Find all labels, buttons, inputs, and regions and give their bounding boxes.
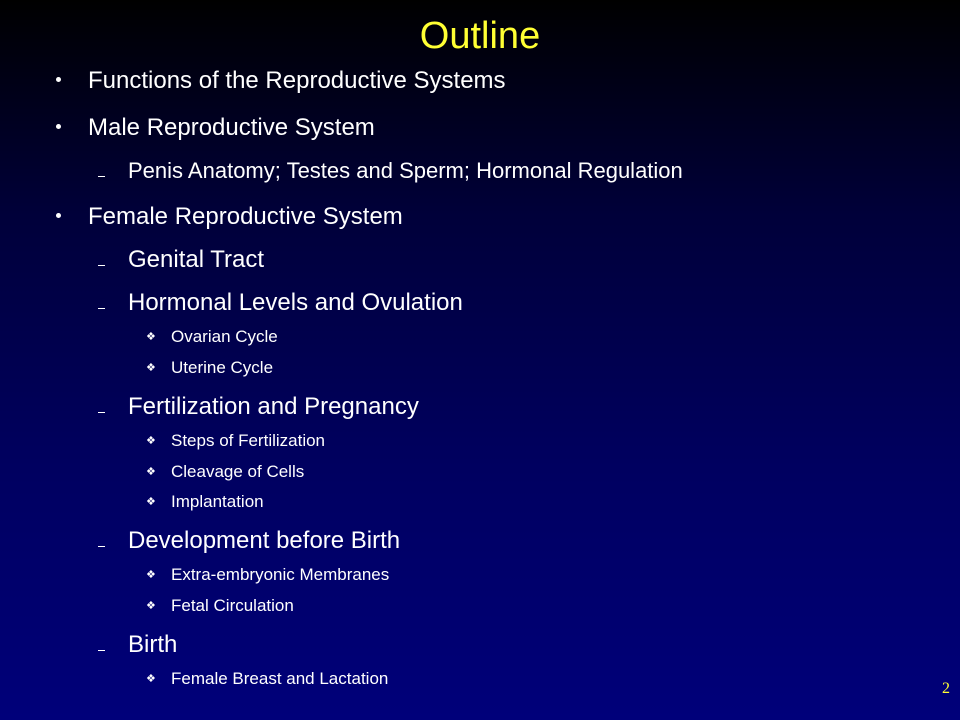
- list-item: [146, 326, 278, 348]
- item-text: Fetal Circulation: [171, 596, 294, 615]
- list-item: [128, 245, 264, 275]
- dash-bullet-icon: [98, 412, 105, 413]
- page-number: 2: [942, 680, 950, 697]
- item-text: Uterine Cycle: [171, 358, 274, 377]
- list-item: [88, 113, 375, 143]
- diamond-bullet-icon: ❖: [146, 496, 156, 508]
- dot-bullet-icon: [56, 77, 61, 82]
- diamond-bullet-icon: ❖: [146, 331, 156, 343]
- item-text: Fertilization and Pregnancy: [128, 393, 419, 420]
- diamond-bullet-icon: ❖: [146, 569, 156, 581]
- item-text: Development before Birth: [128, 527, 401, 554]
- item-text: Cleavage of Cells: [171, 462, 305, 481]
- list-item: [146, 491, 264, 513]
- diamond-bullet-icon: ❖: [146, 435, 156, 447]
- item-text: Ovarian Cycle: [171, 327, 278, 346]
- diamond-bullet-icon: ❖: [146, 600, 156, 612]
- dash-bullet-icon: [98, 546, 105, 547]
- list-item: [88, 202, 403, 232]
- list-item: [128, 288, 463, 318]
- item-text: Genital Tract: [128, 246, 265, 273]
- item-text: Male Reproductive System: [88, 114, 375, 141]
- list-item: [128, 392, 419, 422]
- dash-bullet-icon: [98, 176, 105, 177]
- item-text: Female Reproductive System: [88, 203, 403, 230]
- dot-bullet-icon: [56, 213, 61, 218]
- dash-bullet-icon: [98, 265, 105, 266]
- item-text: Hormonal Levels and Ovulation: [128, 289, 463, 316]
- diamond-bullet-icon: ❖: [146, 362, 156, 374]
- diamond-bullet-icon: ❖: [146, 466, 156, 478]
- item-text: Extra-embryonic Membranes: [171, 565, 390, 584]
- dash-bullet-icon: [98, 308, 105, 309]
- list-item: [146, 668, 389, 690]
- item-text: Female Breast and Lactation: [171, 669, 389, 688]
- list-item: [128, 630, 177, 660]
- list-item: [88, 66, 506, 96]
- item-text: Penis Anatomy; Testes and Sperm; Hormonal Regulation: [128, 158, 683, 183]
- slide-title: Outline: [419, 15, 541, 57]
- list-item: [146, 461, 305, 483]
- dash-bullet-icon: [98, 650, 105, 651]
- list-item: [146, 430, 326, 452]
- item-text: Implantation: [171, 492, 264, 511]
- item-text: Functions of the Reproductive Systems: [88, 67, 506, 94]
- list-item: [128, 156, 683, 186]
- diamond-bullet-icon: ❖: [146, 673, 156, 685]
- list-item: [128, 526, 400, 556]
- dot-bullet-icon: [56, 124, 61, 129]
- list-item: [146, 595, 294, 617]
- item-text: Birth: [128, 631, 178, 658]
- item-text: Steps of Fertilization: [171, 431, 326, 450]
- list-item: [146, 564, 390, 586]
- list-item: [146, 357, 274, 379]
